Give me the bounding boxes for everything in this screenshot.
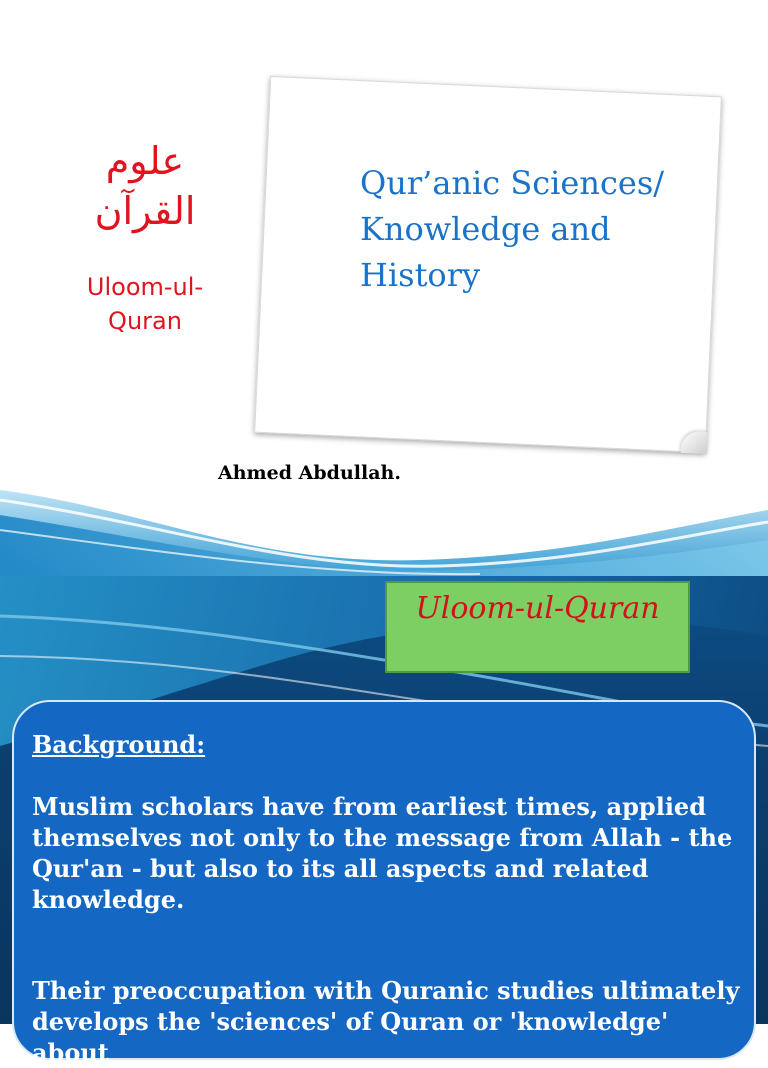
wave-decoration (0, 470, 768, 576)
paragraph-2: Their preoccupation with Quranic studies ultimately develops the 'sciences' of Quran or 'knowledge' about (32, 976, 740, 1067)
content-slide (0, 576, 768, 1067)
section-title-box (385, 581, 690, 673)
section-title: Uloom-ul-Quran (415, 591, 660, 626)
background-heading: Background: (32, 730, 206, 759)
page-curl (681, 431, 708, 454)
content-box (12, 700, 756, 1067)
subtitle: Uloom-ul-Quran (86, 273, 204, 335)
main-title: Qur’anic Sciences/ Knowledge and History (360, 164, 665, 294)
arabic-title: علوم القرآن (94, 139, 196, 233)
author-name: Ahmed Abdullah. (218, 462, 401, 484)
paragraph-1: Muslim scholars have from earliest times, applied themselves not only to the message from Allah - the Qur'an - but also to its all aspects and related knowledge. (32, 792, 733, 914)
